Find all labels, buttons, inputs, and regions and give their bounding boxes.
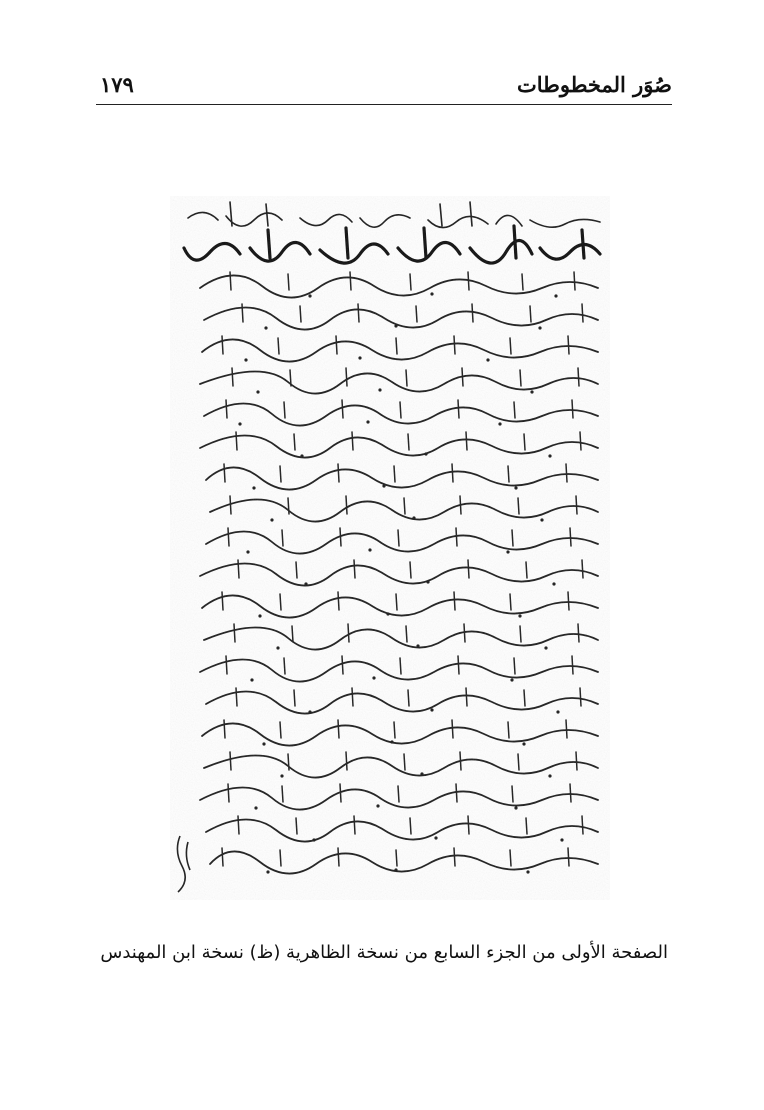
figure-caption: الصفحة الأولى من الجزء السابع من نسخة الظاهرية (ظ) نسخة ابن المهندس [100,942,668,963]
page-number: ١٧٩ [100,72,134,97]
page-title: صُوَر المخطوطات [516,72,672,97]
manuscript-handwriting [170,196,610,900]
header-rule [96,104,672,105]
manuscript-image [170,196,610,900]
